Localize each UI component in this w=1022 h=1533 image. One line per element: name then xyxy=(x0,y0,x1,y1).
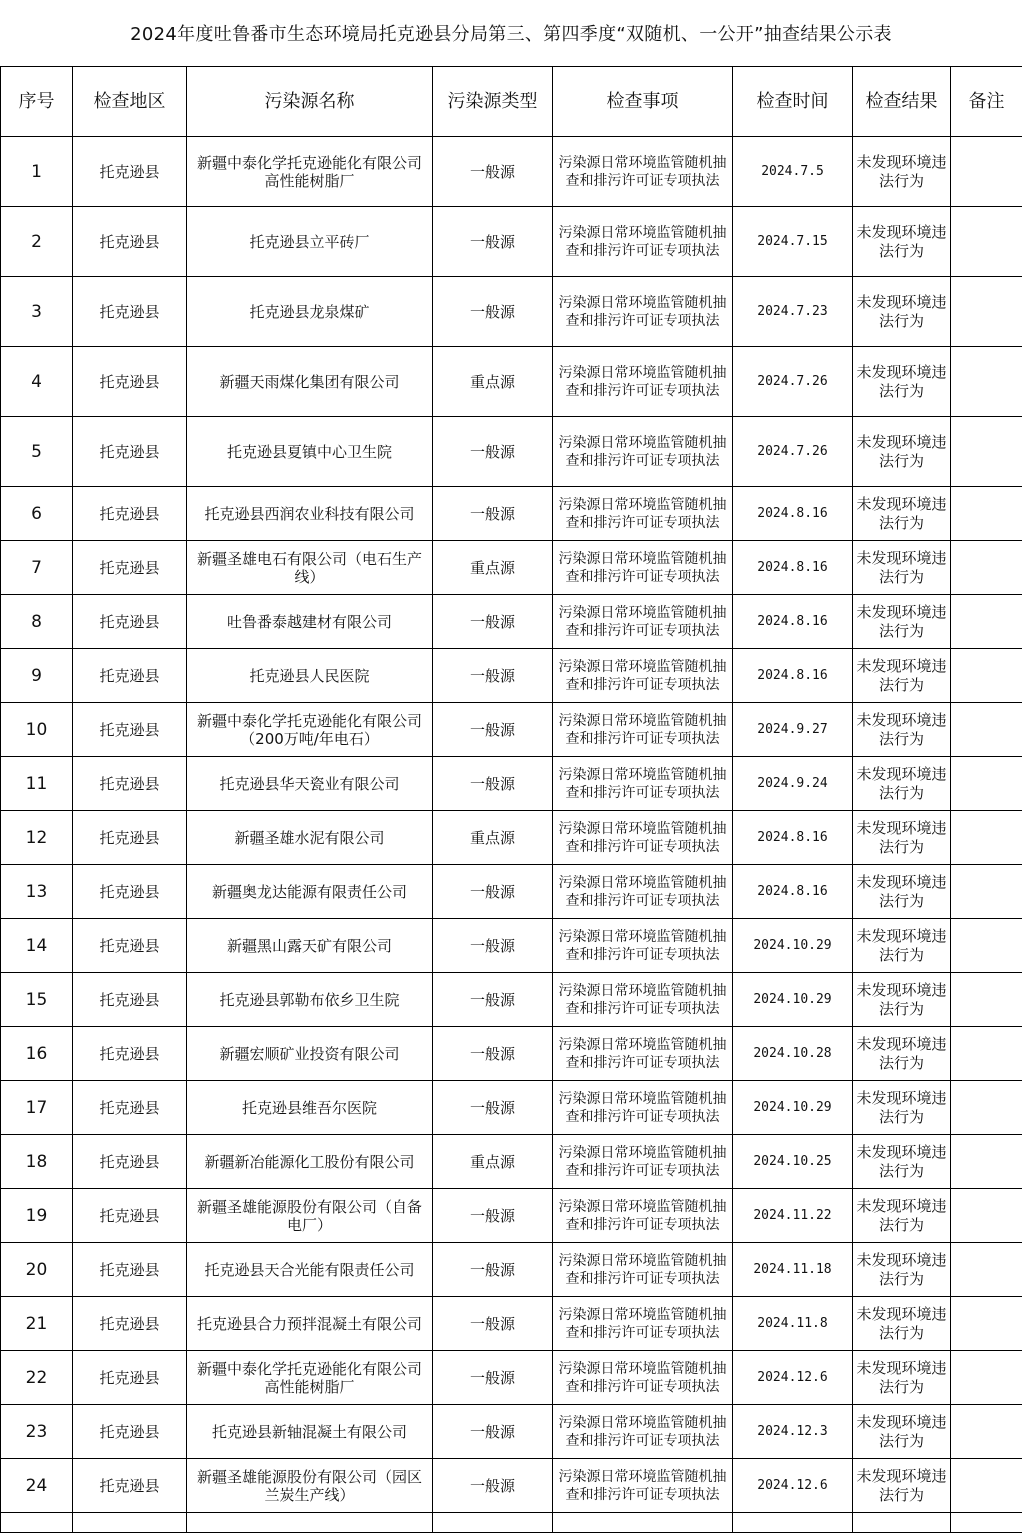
cell-inspection-date: 2024.8.16 xyxy=(733,649,853,703)
cell-region: 托克逊县 xyxy=(73,1243,187,1297)
table-row xyxy=(1,973,1022,1027)
cell-inspection-result: 未发现环境违法行为 xyxy=(853,757,951,811)
cell-source-type: 一般源 xyxy=(433,1189,553,1243)
cell-source-name: 新疆奥龙达能源有限责任公司 xyxy=(187,865,433,919)
cell-inspection-item: 污染源日常环境监管随机抽查和排污许可证专项执法 xyxy=(553,865,733,919)
cell-note xyxy=(951,137,1022,207)
cell-inspection-result: 未发现环境违法行为 xyxy=(853,1189,951,1243)
cell-region: 托克逊县 xyxy=(73,811,187,865)
cell-source-type: 一般源 xyxy=(433,1243,553,1297)
header-inspection-result: 检查结果 xyxy=(853,67,951,137)
cell-source-type: 一般源 xyxy=(433,595,553,649)
page-title: 2024年度吐鲁番市生态环境局托克逊县分局第三、第四季度“双随机、一公开”抽查结果公示表 xyxy=(0,0,1022,66)
cell-inspection-result: 未发现环境违法行为 xyxy=(853,973,951,1027)
cell-inspection-item: 污染源日常环境监管随机抽查和排污许可证专项执法 xyxy=(553,1351,733,1405)
table-row xyxy=(1,1189,1022,1243)
inspection-results-table xyxy=(0,66,1022,1533)
cell-inspection-result: 未发现环境违法行为 xyxy=(853,919,951,973)
cell-source-type: 一般源 xyxy=(433,277,553,347)
cell-note xyxy=(951,347,1022,417)
cell-source-name: 托克逊县西润农业科技有限公司 xyxy=(187,487,433,541)
cell-inspection-date: 2024.10.29 xyxy=(733,1081,853,1135)
cell-inspection-result: 未发现环境违法行为 xyxy=(853,487,951,541)
table-row xyxy=(1,757,1022,811)
cell-source-type: 重点源 xyxy=(433,541,553,595)
cell-seq: 11 xyxy=(1,757,73,811)
cell-seq: 8 xyxy=(1,595,73,649)
cell-note xyxy=(951,811,1022,865)
table-row xyxy=(1,1405,1022,1459)
cell-source-type: 一般源 xyxy=(433,919,553,973)
cell-seq: 19 xyxy=(1,1189,73,1243)
cell-seq: 4 xyxy=(1,347,73,417)
cell-seq: 13 xyxy=(1,865,73,919)
cell-source-name: 托克逊县夏镇中心卫生院 xyxy=(187,417,433,487)
cell-inspection-date: 2024.7.26 xyxy=(733,347,853,417)
cell-inspection-item: 污染源日常环境监管随机抽查和排污许可证专项执法 xyxy=(553,1081,733,1135)
cell-inspection-result: 未发现环境违法行为 xyxy=(853,1405,951,1459)
cell-source-name: 托克逊县华天瓷业有限公司 xyxy=(187,757,433,811)
cell-source-type: 一般源 xyxy=(433,1297,553,1351)
cell-region: 托克逊县 xyxy=(73,137,187,207)
cell-region: 托克逊县 xyxy=(73,1297,187,1351)
cell-inspection-result: 未发现环境违法行为 xyxy=(853,207,951,277)
cell-inspection-item: 污染源日常环境监管随机抽查和排污许可证专项执法 xyxy=(553,703,733,757)
cell-source-type: 一般源 xyxy=(433,1405,553,1459)
cell-source-name: 托克逊县龙泉煤矿 xyxy=(187,277,433,347)
cell-source-name: 新疆中泰化学托克逊能化有限公司高性能树脂厂 xyxy=(187,1351,433,1405)
cell-inspection-item: 污染源日常环境监管随机抽查和排污许可证专项执法 xyxy=(553,1027,733,1081)
cell-seq: 23 xyxy=(1,1405,73,1459)
cell-region: 托克逊县 xyxy=(73,1135,187,1189)
cell-note xyxy=(951,417,1022,487)
cell-inspection-item: 污染源日常环境监管随机抽查和排污许可证专项执法 xyxy=(553,1405,733,1459)
cell-seq: 9 xyxy=(1,649,73,703)
cell-source-name: 新疆宏顺矿业投资有限公司 xyxy=(187,1027,433,1081)
cell-note xyxy=(951,973,1022,1027)
cell-source-name: 托克逊县立平砖厂 xyxy=(187,207,433,277)
cell-inspection-date: 2024.8.16 xyxy=(733,487,853,541)
cell-region: 托克逊县 xyxy=(73,865,187,919)
cell-inspection-item: 污染源日常环境监管随机抽查和排污许可证专项执法 xyxy=(553,1297,733,1351)
cell-inspection-item: 污染源日常环境监管随机抽查和排污许可证专项执法 xyxy=(553,417,733,487)
cell-inspection-result: 未发现环境违法行为 xyxy=(853,1081,951,1135)
cell-source-type: 一般源 xyxy=(433,1081,553,1135)
table-row xyxy=(1,595,1022,649)
cell-region: 托克逊县 xyxy=(73,1459,187,1513)
cell-region: 托克逊县 xyxy=(73,347,187,417)
cell-inspection-result: 未发现环境违法行为 xyxy=(853,595,951,649)
cell-inspection-date: 2024.12.6 xyxy=(733,1351,853,1405)
cell-seq: 2 xyxy=(1,207,73,277)
cell-source-type: 重点源 xyxy=(433,347,553,417)
cell-seq: 22 xyxy=(1,1351,73,1405)
cell-source-name: 新疆中泰化学托克逊能化有限公司（200万吨/年电石） xyxy=(187,703,433,757)
cell-note xyxy=(951,277,1022,347)
cell-note xyxy=(951,1027,1022,1081)
cell-inspection-item: 污染源日常环境监管随机抽查和排污许可证专项执法 xyxy=(553,487,733,541)
cell-inspection-date: 2024.12.3 xyxy=(733,1405,853,1459)
cell-inspection-result: 未发现环境违法行为 xyxy=(853,1243,951,1297)
cell-seq: 1 xyxy=(1,137,73,207)
cell-inspection-result: 未发现环境违法行为 xyxy=(853,277,951,347)
cell-inspection-item: 污染源日常环境监管随机抽查和排污许可证专项执法 xyxy=(553,207,733,277)
cell-inspection-item: 污染源日常环境监管随机抽查和排污许可证专项执法 xyxy=(553,757,733,811)
cell-inspection-date: 2024.9.27 xyxy=(733,703,853,757)
cell-inspection-result: 未发现环境违法行为 xyxy=(853,703,951,757)
header-inspection-item: 检查事项 xyxy=(553,67,733,137)
table-row xyxy=(1,1351,1022,1405)
cell-note xyxy=(951,1351,1022,1405)
table-row xyxy=(1,1243,1022,1297)
cell-source-name: 新疆黑山露天矿有限公司 xyxy=(187,919,433,973)
cell-seq: 17 xyxy=(1,1081,73,1135)
cell-note xyxy=(951,541,1022,595)
cell-seq: 10 xyxy=(1,703,73,757)
cell-source-name: 托克逊县人民医院 xyxy=(187,649,433,703)
cell-inspection-date: 2024.10.29 xyxy=(733,973,853,1027)
cell-inspection-date: 2024.7.23 xyxy=(733,277,853,347)
cell-inspection-item: 污染源日常环境监管随机抽查和排污许可证专项执法 xyxy=(553,1135,733,1189)
cell-region: 托克逊县 xyxy=(73,487,187,541)
cell-inspection-result: 未发现环境违法行为 xyxy=(853,137,951,207)
cell-inspection-item: 污染源日常环境监管随机抽查和排污许可证专项执法 xyxy=(553,649,733,703)
cell-inspection-item: 污染源日常环境监管随机抽查和排污许可证专项执法 xyxy=(553,1459,733,1513)
cell-note xyxy=(951,1189,1022,1243)
cell-region: 托克逊县 xyxy=(73,1189,187,1243)
cell-source-name: 新疆圣雄能源股份有限公司（园区兰炭生产线） xyxy=(187,1459,433,1513)
cell-inspection-result: 未发现环境违法行为 xyxy=(853,1459,951,1513)
table-row xyxy=(1,1081,1022,1135)
cell-inspection-result: 未发现环境违法行为 xyxy=(853,417,951,487)
cell-inspection-item: 污染源日常环境监管随机抽查和排污许可证专项执法 xyxy=(553,595,733,649)
cell-inspection-item: 污染源日常环境监管随机抽查和排污许可证专项执法 xyxy=(553,919,733,973)
cell-region: 托克逊县 xyxy=(73,1351,187,1405)
cell-inspection-result: 未发现环境违法行为 xyxy=(853,649,951,703)
cell-inspection-result: 未发现环境违法行为 xyxy=(853,1135,951,1189)
header-region: 检查地区 xyxy=(73,67,187,137)
cell-source-type: 一般源 xyxy=(433,757,553,811)
cell-inspection-result: 未发现环境违法行为 xyxy=(853,865,951,919)
cell-inspection-result: 未发现环境违法行为 xyxy=(853,811,951,865)
header-seq: 序号 xyxy=(1,67,73,137)
cell-seq: 16 xyxy=(1,1027,73,1081)
cell-note xyxy=(951,1405,1022,1459)
cell-region: 托克逊县 xyxy=(73,973,187,1027)
cell-note xyxy=(951,595,1022,649)
cell-source-type: 重点源 xyxy=(433,811,553,865)
cell-note xyxy=(951,1081,1022,1135)
cell-inspection-item: 污染源日常环境监管随机抽查和排污许可证专项执法 xyxy=(553,811,733,865)
cell-source-name: 新疆新冶能源化工股份有限公司 xyxy=(187,1135,433,1189)
cell-seq: 18 xyxy=(1,1135,73,1189)
cell-source-type: 一般源 xyxy=(433,649,553,703)
header-source-type: 污染源类型 xyxy=(433,67,553,137)
cell-source-type: 重点源 xyxy=(433,1135,553,1189)
table-row xyxy=(1,417,1022,487)
cell-inspection-item: 污染源日常环境监管随机抽查和排污许可证专项执法 xyxy=(553,973,733,1027)
cell-seq: 24 xyxy=(1,1459,73,1513)
cell-source-type: 一般源 xyxy=(433,207,553,277)
cell-inspection-date: 2024.9.24 xyxy=(733,757,853,811)
table-row xyxy=(1,207,1022,277)
cell-inspection-date: 2024.7.5 xyxy=(733,137,853,207)
table-row xyxy=(1,865,1022,919)
cell-inspection-date: 2024.10.28 xyxy=(733,1027,853,1081)
table-row xyxy=(1,137,1022,207)
cell-inspection-item: 污染源日常环境监管随机抽查和排污许可证专项执法 xyxy=(553,137,733,207)
cell-seq: 3 xyxy=(1,277,73,347)
cell-source-type: 一般源 xyxy=(433,703,553,757)
cell-region: 托克逊县 xyxy=(73,1027,187,1081)
cell-region: 托克逊县 xyxy=(73,649,187,703)
table-row xyxy=(1,487,1022,541)
cell-source-type: 一般源 xyxy=(433,1027,553,1081)
cell-source-name: 吐鲁番泰越建材有限公司 xyxy=(187,595,433,649)
cell-seq: 6 xyxy=(1,487,73,541)
header-row xyxy=(1,67,1022,137)
cell-source-type: 一般源 xyxy=(433,865,553,919)
cell-note xyxy=(951,1243,1022,1297)
cell-note xyxy=(951,1135,1022,1189)
cell-region: 托克逊县 xyxy=(73,757,187,811)
table-row xyxy=(1,703,1022,757)
cell-seq: 20 xyxy=(1,1243,73,1297)
cell-note xyxy=(951,865,1022,919)
cell-source-name: 新疆中泰化学托克逊能化有限公司高性能树脂厂 xyxy=(187,137,433,207)
cell-inspection-date: 2024.10.29 xyxy=(733,919,853,973)
cell-region: 托克逊县 xyxy=(73,703,187,757)
cell-inspection-result: 未发现环境违法行为 xyxy=(853,1297,951,1351)
cell-seq: 7 xyxy=(1,541,73,595)
table-row xyxy=(1,1027,1022,1081)
cell-region: 托克逊县 xyxy=(73,541,187,595)
cell-source-type: 一般源 xyxy=(433,973,553,1027)
cell-note xyxy=(951,649,1022,703)
header-note: 备注 xyxy=(951,67,1022,137)
table-row xyxy=(1,541,1022,595)
cell-note xyxy=(951,207,1022,277)
cell-note xyxy=(951,919,1022,973)
cell-inspection-date: 2024.8.16 xyxy=(733,595,853,649)
cell-source-type: 一般源 xyxy=(433,487,553,541)
cell-inspection-result: 未发现环境违法行为 xyxy=(853,347,951,417)
cell-inspection-item: 污染源日常环境监管随机抽查和排污许可证专项执法 xyxy=(553,277,733,347)
cell-region: 托克逊县 xyxy=(73,1405,187,1459)
table-row xyxy=(1,277,1022,347)
cell-inspection-item: 污染源日常环境监管随机抽查和排污许可证专项执法 xyxy=(553,1243,733,1297)
cell-source-name: 托克逊县天合光能有限责任公司 xyxy=(187,1243,433,1297)
cell-region: 托克逊县 xyxy=(73,595,187,649)
cell-source-type: 一般源 xyxy=(433,1459,553,1513)
cell-note xyxy=(951,1297,1022,1351)
cell-seq: 21 xyxy=(1,1297,73,1351)
cell-inspection-date: 2024.7.26 xyxy=(733,417,853,487)
cell-inspection-result: 未发现环境违法行为 xyxy=(853,1027,951,1081)
cell-region: 托克逊县 xyxy=(73,1081,187,1135)
cell-inspection-date: 2024.7.15 xyxy=(733,207,853,277)
cell-region: 托克逊县 xyxy=(73,207,187,277)
cell-region: 托克逊县 xyxy=(73,919,187,973)
cell-inspection-date: 2024.12.6 xyxy=(733,1459,853,1513)
cell-note xyxy=(951,487,1022,541)
cell-inspection-item: 污染源日常环境监管随机抽查和排污许可证专项执法 xyxy=(553,541,733,595)
cell-source-type: 一般源 xyxy=(433,1351,553,1405)
table-row xyxy=(1,1297,1022,1351)
table-row xyxy=(1,649,1022,703)
cell-seq: 12 xyxy=(1,811,73,865)
table-row xyxy=(1,811,1022,865)
cell-seq: 15 xyxy=(1,973,73,1027)
cell-source-name: 新疆圣雄能源股份有限公司（自备电厂） xyxy=(187,1189,433,1243)
cell-source-name: 托克逊县维吾尔医院 xyxy=(187,1081,433,1135)
cell-inspection-item: 污染源日常环境监管随机抽查和排污许可证专项执法 xyxy=(553,1189,733,1243)
cell-inspection-date: 2024.8.16 xyxy=(733,541,853,595)
cell-inspection-date: 2024.8.16 xyxy=(733,865,853,919)
cell-source-name: 托克逊县合力预拌混凝土有限公司 xyxy=(187,1297,433,1351)
cell-source-name: 托克逊县新轴混凝土有限公司 xyxy=(187,1405,433,1459)
cell-note xyxy=(951,1459,1022,1513)
cell-inspection-date: 2024.11.8 xyxy=(733,1297,853,1351)
cell-source-name: 新疆天雨煤化集团有限公司 xyxy=(187,347,433,417)
cell-source-name: 新疆圣雄水泥有限公司 xyxy=(187,811,433,865)
cell-note xyxy=(951,703,1022,757)
cell-inspection-date: 2024.8.16 xyxy=(733,811,853,865)
cell-inspection-result: 未发现环境违法行为 xyxy=(853,541,951,595)
cell-inspection-date: 2024.11.22 xyxy=(733,1189,853,1243)
cell-source-type: 一般源 xyxy=(433,137,553,207)
header-source-name: 污染源名称 xyxy=(187,67,433,137)
cell-seq: 14 xyxy=(1,919,73,973)
table-row xyxy=(1,347,1022,417)
cell-inspection-date: 2024.10.25 xyxy=(733,1135,853,1189)
cell-seq: 5 xyxy=(1,417,73,487)
table-row xyxy=(1,1459,1022,1513)
cell-inspection-result: 未发现环境违法行为 xyxy=(853,1351,951,1405)
cell-inspection-item: 污染源日常环境监管随机抽查和排污许可证专项执法 xyxy=(553,347,733,417)
cell-region: 托克逊县 xyxy=(73,417,187,487)
cell-inspection-date: 2024.11.18 xyxy=(733,1243,853,1297)
table-row xyxy=(1,1135,1022,1189)
cell-source-name: 托克逊县郭勒布依乡卫生院 xyxy=(187,973,433,1027)
cell-source-name: 新疆圣雄电石有限公司（电石生产线） xyxy=(187,541,433,595)
header-inspection-date: 检查时间 xyxy=(733,67,853,137)
cell-source-type: 一般源 xyxy=(433,417,553,487)
cell-region: 托克逊县 xyxy=(73,277,187,347)
cell-note xyxy=(951,757,1022,811)
table-row xyxy=(1,919,1022,973)
